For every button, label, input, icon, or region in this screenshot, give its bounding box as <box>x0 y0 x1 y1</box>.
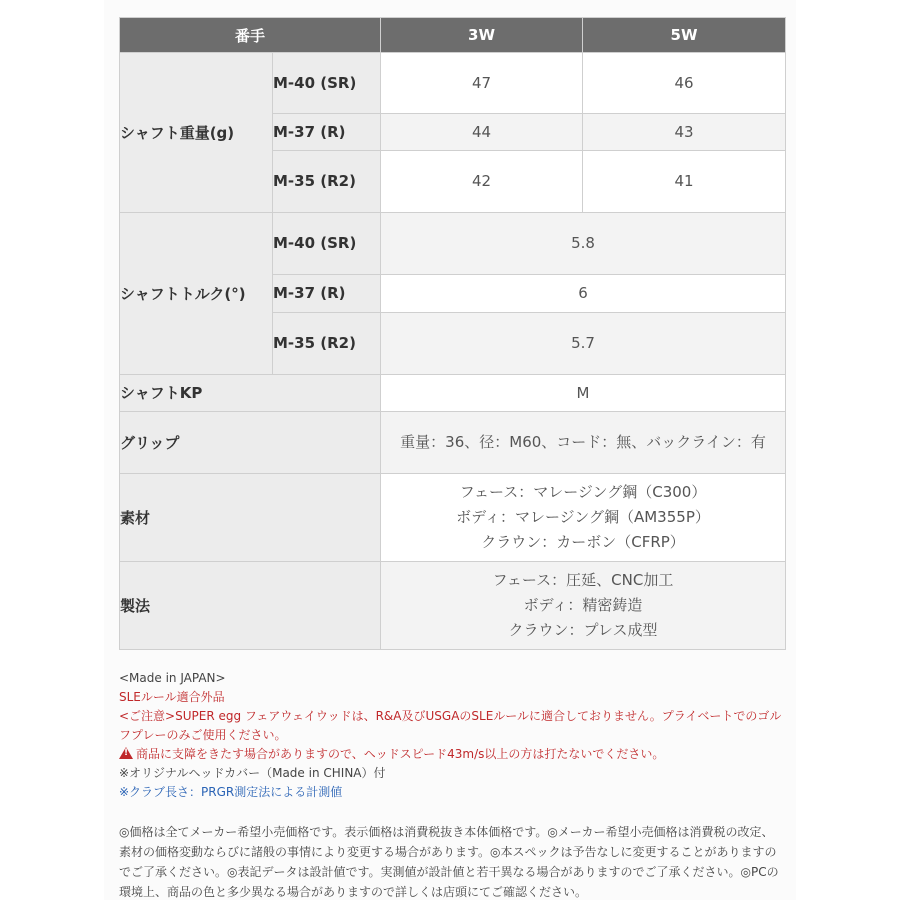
torque-value: 6 <box>381 275 786 313</box>
header-number: 番手 <box>120 18 381 53</box>
table-row <box>120 474 786 562</box>
material-label: 素材 <box>120 474 381 562</box>
weight-5w: 41 <box>583 151 786 213</box>
process-line: クラウン：プレス成型 <box>508 621 658 639</box>
made-in-note: <Made in JAPAN> <box>119 671 226 685</box>
shaft-kp-value: M <box>381 375 786 412</box>
shaft-weight-label: シャフト重量(g) <box>120 53 273 213</box>
warning-triangle-icon <box>119 747 133 759</box>
material-value <box>381 474 786 562</box>
shaft-model: M-40 (SR) <box>273 53 381 114</box>
weight-3w: 44 <box>381 114 583 151</box>
grip-value: 重量：36、径：M60、コード：無、バックライン：有 <box>381 412 786 474</box>
shaft-model: M-40 (SR) <box>273 213 381 275</box>
shaft-model: M-35 (R2) <box>273 151 381 213</box>
grip-label: グリップ <box>120 412 381 474</box>
table-row <box>120 562 786 650</box>
material-line: ボディ：マレージング鋼（AM355P） <box>456 508 710 526</box>
shaft-model: M-35 (R2) <box>273 313 381 375</box>
weight-3w: 47 <box>381 53 583 114</box>
table-header-row <box>120 18 786 53</box>
warning-note <box>119 745 789 764</box>
warning-text: 商品に支障をきたす場合がありますので、ヘッドスピード43m/s以上の方は打たないでください。 <box>136 747 665 761</box>
shaft-torque-label: シャフトトルク(°) <box>120 213 273 375</box>
shaft-model: M-37 (R) <box>273 114 381 151</box>
headcover-note: ※オリジナルヘッドカバー（Made in CHINA）付 <box>119 766 386 780</box>
header-5w: 5W <box>583 18 786 53</box>
shaft-model: M-37 (R) <box>273 275 381 313</box>
process-line: ボディ：精密鋳造 <box>523 596 643 614</box>
torque-value: 5.7 <box>381 313 786 375</box>
shaft-kp-label: シャフトKP <box>120 375 381 412</box>
sle-note: SLEルール適合外品 <box>119 690 225 704</box>
material-line: クラウン：カーボン（CFRP） <box>481 533 685 551</box>
caution-note: <ご注意>SUPER egg フェアウェイウッドは、R&A及びUSGAのSLEルールに適合しておりません。プライベートでのゴルフプレーのみご使用ください。 <box>119 709 782 742</box>
material-line: フェース：マレージング鋼（C300） <box>459 483 707 501</box>
notes-block <box>119 669 789 802</box>
weight-5w: 43 <box>583 114 786 151</box>
spec-table <box>119 17 786 650</box>
process-label: 製法 <box>120 562 381 650</box>
table-row <box>120 213 786 275</box>
club-length-note: ※クラブ長さ：PRGR測定法による計測値 <box>119 785 343 799</box>
table-row <box>120 412 786 474</box>
process-line: フェース：圧延、CNC加工 <box>492 571 674 589</box>
table-row <box>120 53 786 114</box>
process-value <box>381 562 786 650</box>
weight-5w: 46 <box>583 53 786 114</box>
torque-value: 5.8 <box>381 213 786 275</box>
weight-3w: 42 <box>381 151 583 213</box>
footer-disclaimer: ◎価格は全てメーカー希望小売価格です。表示価格は消費税抜き本体価格です。◎メーカー希望小売価格は消費税の改定、素材の価格変動ならびに諸般の事情により変更する場合があります。◎本スペックは予告なしに変更することがありますのでご了承ください。◎表記データは設計値です。実測値が設計値と若干異なる場合がありますのでご了承ください。◎PCの環境上、商品の色と多少異なる場合がありますので詳しくは店頭にてご確認ください。 <box>119 825 779 899</box>
table-row <box>120 375 786 412</box>
header-3w: 3W <box>381 18 583 53</box>
